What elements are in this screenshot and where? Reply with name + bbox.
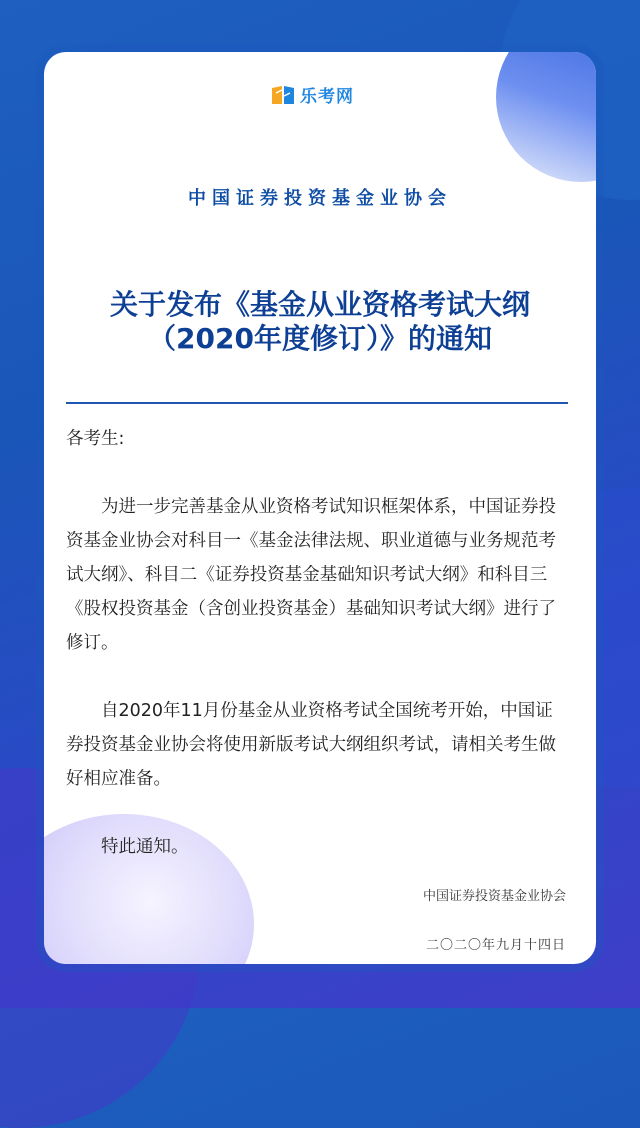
corner-decor [496,52,596,182]
book-logo-icon [270,84,296,106]
issuing-organization: 中国证券投资基金业协会 [188,188,452,209]
notice-card [44,52,596,964]
notice-title [64,288,576,356]
divider [66,402,568,404]
signature: 中国证券投资基金业协会 [422,889,566,904]
date: 二〇二〇年九月十四日 [425,938,566,953]
logo [270,82,354,107]
greeting: 各考生: [66,429,125,449]
body-paragraph: 自2020年11月份基金从业资格考试全国统考开始，中国证券投资基金业协会将使用新版考试大纲组织考试，请相关考生做好相应准备。 [66,701,556,789]
notice-body [66,422,570,864]
closing-line: 特此通知。 [101,837,189,857]
title-line: 关于发布《基金从业资格考试大纲 [109,288,530,321]
title-line: （2020年度修订）》的通知 [148,322,492,355]
body-paragraph: 为进一步完善基金从业资格考试知识框架体系，中国证券投资基金业协会对科目一《基金法律法规、职业道德与业务规范考试大纲》、科目二《证券投资基金基础知识考试大纲》和科目三《股权投资基金（含创业投资基金）基础知识考试大纲》进行了修订。 [66,497,556,653]
logo-text: 乐考网 [300,87,354,107]
